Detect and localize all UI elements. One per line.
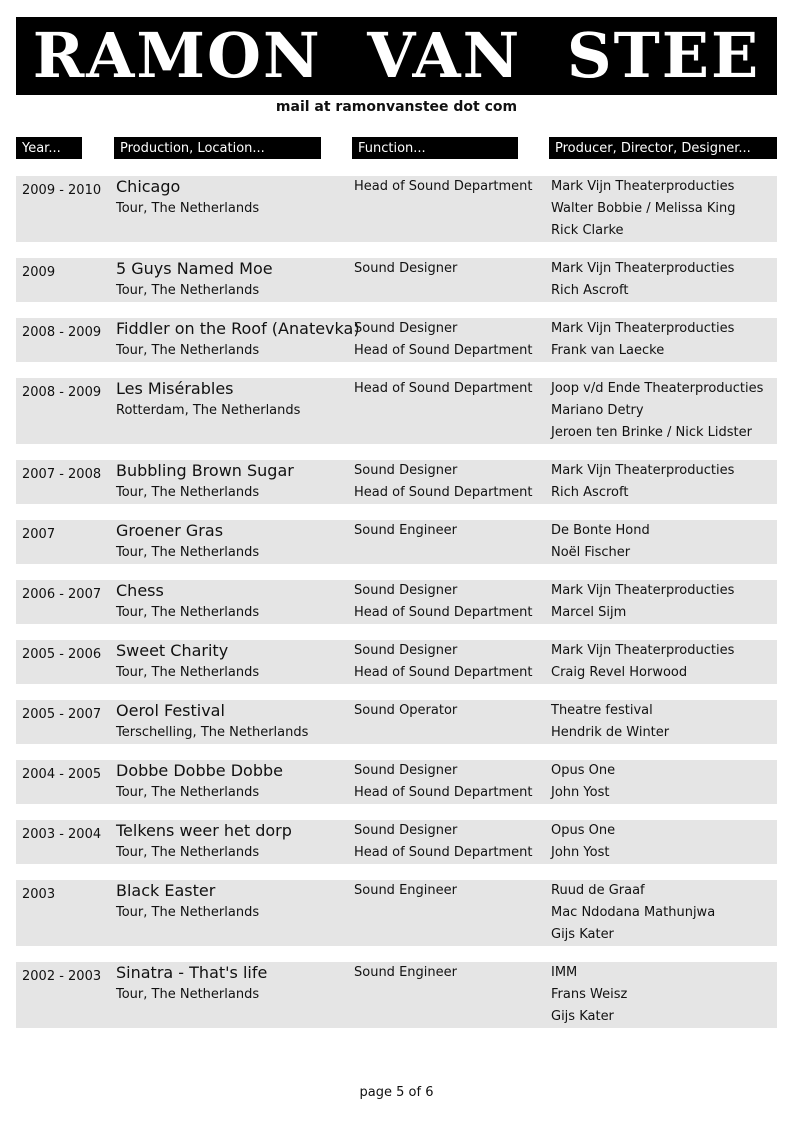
table-row <box>16 700 777 744</box>
function-item: Sound Designer <box>354 583 458 598</box>
production-title: Sinatra - That's life <box>116 963 268 982</box>
contact-line: mail at ramonvanstee dot com <box>275 99 518 115</box>
entry-year: 2005 - 2007 <box>22 707 102 722</box>
credit-item: IMM <box>551 965 578 980</box>
entry-credits <box>551 700 669 744</box>
entry-production <box>116 760 283 804</box>
entry-production <box>116 700 308 744</box>
production-location: Tour, The Netherlands <box>116 545 260 560</box>
entry-production <box>116 378 300 422</box>
page-title: RAMON VAN STEE <box>32 19 761 92</box>
credit-item: Mark Vijn Theaterproducties <box>551 179 735 194</box>
function-item: Head of Sound Department <box>354 343 533 358</box>
production-location: Tour, The Netherlands <box>116 485 260 500</box>
entry-functions <box>354 520 457 542</box>
credit-item: Gijs Kater <box>551 1009 614 1024</box>
entry-production <box>116 880 259 924</box>
entry-credits <box>551 378 763 444</box>
credit-item: Joop v/d Ende Theaterproducties <box>551 381 764 396</box>
production-location: Tour, The Netherlands <box>116 785 260 800</box>
function-item: Sound Engineer <box>354 883 457 898</box>
column-header-credits: Producer, Director, Designer... <box>549 137 777 159</box>
credit-item: Mariano Detry <box>551 403 644 418</box>
production-title: Dobbe Dobbe Dobbe <box>116 761 283 780</box>
entry-production <box>116 258 273 302</box>
credit-item: Frans Weisz <box>551 987 628 1002</box>
entry-functions <box>354 880 457 902</box>
production-title: Les Misérables <box>116 379 234 398</box>
credits-table <box>16 176 777 1044</box>
entry-credits <box>551 318 734 362</box>
entry-credits <box>551 820 615 864</box>
credit-item: Jeroen ten Brinke / Nick Lidster <box>551 425 752 440</box>
function-item: Sound Engineer <box>354 965 457 980</box>
entry-year: 2005 - 2006 <box>22 647 102 662</box>
production-title: 5 Guys Named Moe <box>116 259 273 278</box>
entry-functions <box>354 700 457 722</box>
entry-production <box>116 520 259 564</box>
table-row <box>16 962 777 1028</box>
credit-item: Opus One <box>551 823 616 838</box>
entry-year: 2006 - 2007 <box>22 587 102 602</box>
production-title: Black Easter <box>116 881 216 900</box>
column-header-function: Function... <box>352 137 518 159</box>
credit-item: Hendrik de Winter <box>551 725 670 740</box>
entry-credits <box>551 580 734 624</box>
entry-year: 2004 - 2005 <box>22 767 102 782</box>
entry-production <box>116 176 259 220</box>
credit-item: De Bonte Hond <box>551 523 650 538</box>
entry-functions <box>354 580 533 624</box>
function-item: Sound Designer <box>354 763 458 778</box>
column-header-year: Year... <box>16 137 82 159</box>
function-item: Sound Designer <box>354 261 458 276</box>
production-location: Tour, The Netherlands <box>116 905 260 920</box>
production-title: Oerol Festival <box>116 701 225 720</box>
production-location: Tour, The Netherlands <box>116 987 260 1002</box>
table-row <box>16 520 777 564</box>
production-location: Tour, The Netherlands <box>116 845 260 860</box>
production-title: Bubbling Brown Sugar <box>116 461 294 480</box>
entry-functions <box>354 962 457 984</box>
credit-item: Theatre festival <box>551 703 653 718</box>
entry-functions <box>354 640 533 684</box>
credit-item: Gijs Kater <box>551 927 614 942</box>
entry-year: 2009 <box>22 265 56 280</box>
credit-item: Mark Vijn Theaterproducties <box>551 321 735 336</box>
function-item: Head of Sound Department <box>354 665 533 680</box>
entry-credits <box>551 258 734 302</box>
entry-production <box>116 580 259 624</box>
entry-production <box>116 318 360 362</box>
entry-year: 2003 - 2004 <box>22 827 102 842</box>
function-item: Sound Designer <box>354 643 458 658</box>
entry-production <box>116 820 292 864</box>
entry-credits <box>551 520 650 564</box>
entry-year: 2007 <box>22 527 56 542</box>
production-location: Tour, The Netherlands <box>116 605 260 620</box>
function-item: Head of Sound Department <box>354 179 533 194</box>
table-row <box>16 460 777 504</box>
function-item: Sound Operator <box>354 703 458 718</box>
function-item: Sound Designer <box>354 463 458 478</box>
entry-credits <box>551 176 736 242</box>
production-title: Chicago <box>116 177 181 196</box>
entry-credits <box>551 880 715 946</box>
entry-year: 2008 - 2009 <box>22 325 102 340</box>
function-item: Head of Sound Department <box>354 785 533 800</box>
table-row <box>16 580 777 624</box>
function-item: Head of Sound Department <box>354 605 533 620</box>
entry-year: 2003 <box>22 887 56 902</box>
entry-credits <box>551 962 627 1028</box>
credit-item: Mac Ndodana Mathunjwa <box>551 905 716 920</box>
credit-item: Mark Vijn Theaterproducties <box>551 583 735 598</box>
entry-production <box>116 460 294 504</box>
credit-item: Ruud de Graaf <box>551 883 645 898</box>
credit-item: Opus One <box>551 763 616 778</box>
entry-production <box>116 640 259 684</box>
production-location: Terschelling, The Netherlands <box>116 725 309 740</box>
credit-item: Rick Clarke <box>551 223 624 238</box>
production-location: Tour, The Netherlands <box>116 665 260 680</box>
credit-item: Noël Fischer <box>551 545 631 560</box>
production-location: Tour, The Netherlands <box>116 201 260 216</box>
function-item: Sound Designer <box>354 321 458 336</box>
entry-production <box>116 962 267 1006</box>
name-banner <box>16 17 777 95</box>
table-row <box>16 176 777 242</box>
table-row <box>16 880 777 946</box>
credit-item: John Yost <box>551 845 610 860</box>
table-row <box>16 640 777 684</box>
entry-functions <box>354 378 533 400</box>
page-number: page 5 of 6 <box>359 1085 434 1100</box>
entry-credits <box>551 460 734 504</box>
credit-item: Walter Bobbie / Melissa King <box>551 201 736 216</box>
entry-year: 2008 - 2009 <box>22 385 102 400</box>
production-title: Sweet Charity <box>116 641 229 660</box>
credit-item: Rich Ascroft <box>551 485 629 500</box>
function-item: Head of Sound Department <box>354 845 533 860</box>
credit-item: John Yost <box>551 785 610 800</box>
function-item: Sound Designer <box>354 823 458 838</box>
table-row <box>16 258 777 302</box>
entry-functions <box>354 318 533 362</box>
credit-item: Craig Revel Horwood <box>551 665 688 680</box>
entry-functions <box>354 460 533 504</box>
credit-item: Mark Vijn Theaterproducties <box>551 261 735 276</box>
production-location: Rotterdam, The Netherlands <box>116 403 301 418</box>
production-title: Chess <box>116 581 164 600</box>
function-item: Sound Engineer <box>354 523 457 538</box>
credit-item: Mark Vijn Theaterproducties <box>551 643 735 658</box>
entry-functions <box>354 258 457 280</box>
entry-year: 2009 - 2010 <box>22 183 102 198</box>
credit-item: Frank van Laecke <box>551 343 665 358</box>
entry-functions <box>354 820 533 864</box>
function-item: Head of Sound Department <box>354 381 533 396</box>
entry-credits <box>551 760 615 804</box>
table-row <box>16 378 777 444</box>
column-header-production: Production, Location... <box>114 137 321 159</box>
production-title: Telkens weer het dorp <box>116 821 292 840</box>
function-item: Head of Sound Department <box>354 485 533 500</box>
table-row <box>16 760 777 804</box>
entry-functions <box>354 176 533 198</box>
entry-year: 2007 - 2008 <box>22 467 102 482</box>
credit-item: Rich Ascroft <box>551 283 629 298</box>
credit-item: Marcel Sijm <box>551 605 627 620</box>
entry-year: 2002 - 2003 <box>22 969 102 984</box>
table-row <box>16 820 777 864</box>
production-location: Tour, The Netherlands <box>116 343 260 358</box>
entry-credits <box>551 640 734 684</box>
entry-functions <box>354 760 533 804</box>
production-title: Groener Gras <box>116 521 224 540</box>
production-location: Tour, The Netherlands <box>116 283 260 298</box>
credit-item: Mark Vijn Theaterproducties <box>551 463 735 478</box>
table-row <box>16 318 777 362</box>
production-title: Fiddler on the Roof (Anatevka) <box>116 319 360 338</box>
